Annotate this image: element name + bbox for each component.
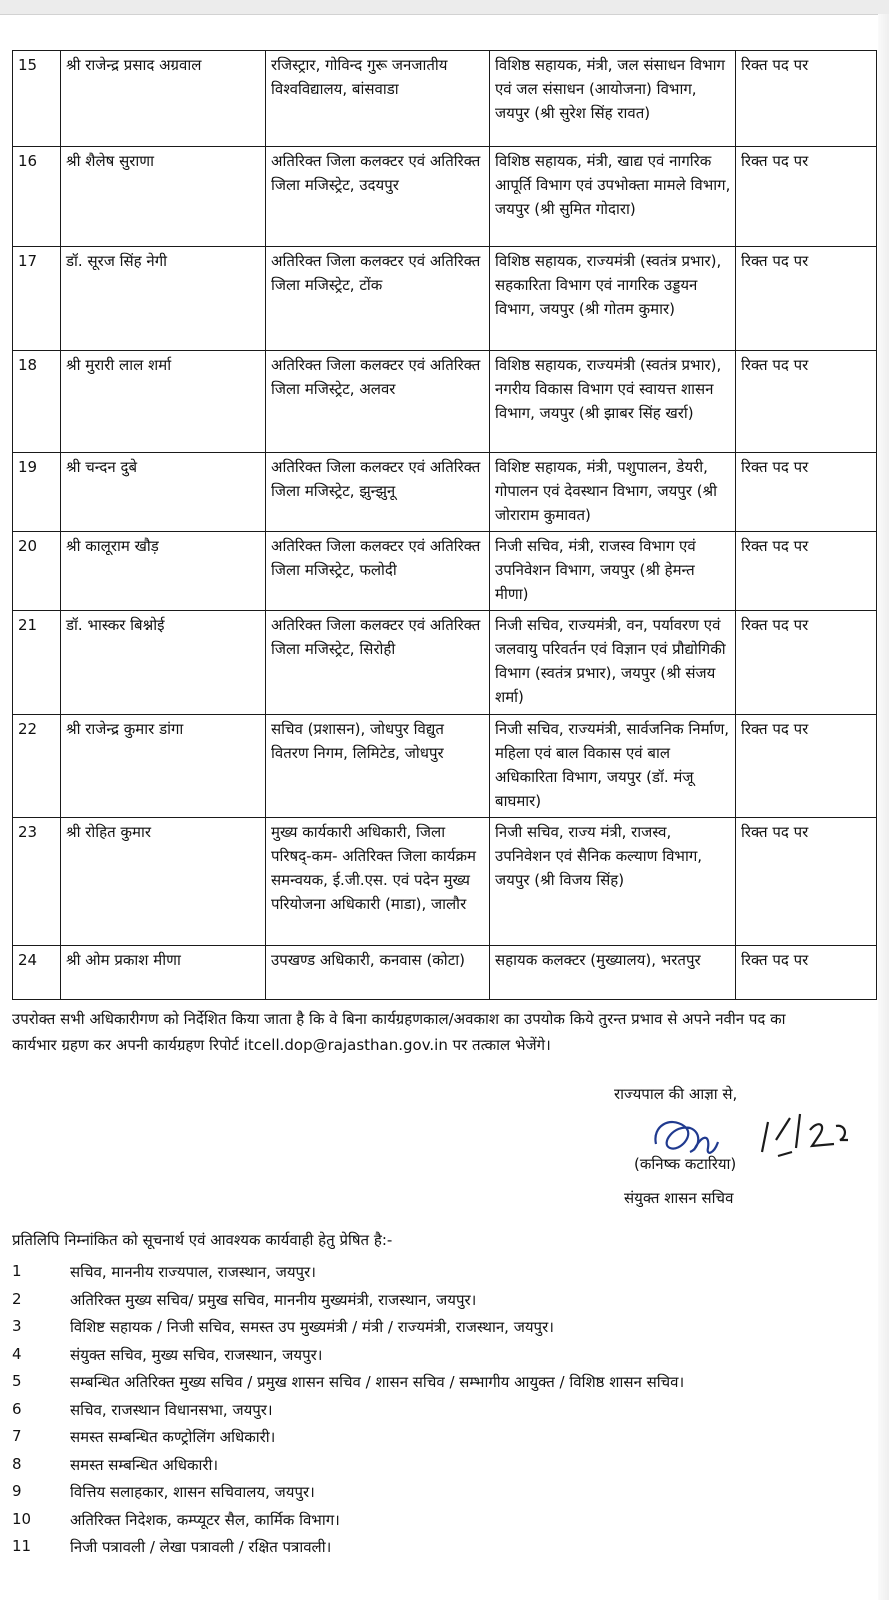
list-item (12, 1510, 684, 1538)
new-posting: निजी सचिव, मंत्री, राजस्व विभाग एवं उपनिवेशन विभाग, जयपुर (श्री हेमन्त मीणा) (490, 532, 736, 611)
officer-name: श्री मुरारी लाल शर्मा (61, 351, 266, 453)
current-post: अतिरिक्त जिला कलक्टर एवं अतिरिक्त जिला मजिस्ट्रेट, टोंक (266, 247, 490, 351)
officer-name: श्री कालूराम खौड़ (61, 532, 266, 611)
current-post: अतिरिक्त जिला कलक्टर एवं अतिरिक्त जिला मजिस्ट्रेट, सिरोही (266, 611, 490, 715)
list-item-text: निजी पत्रावली / लेखा पत्रावली / रक्षित पत्रावली। (70, 1538, 332, 1556)
viewer-top-bar (0, 0, 889, 15)
serial-number: 22 (13, 715, 61, 818)
new-posting: विशिष्ठ सहायक, राज्यमंत्री (स्वतंत्र प्रभार), नगरीय विकास विभाग एवं स्वायत्त शासन विभाग, जयपुर (श्री झाबर सिंह खर्रा) (490, 351, 736, 453)
remark: रिक्त पद पर (736, 453, 877, 532)
list-item-text: अतिरिक्त निदेशक, कम्प्यूटर सैल, कार्मिक विभाग। (70, 1510, 340, 1529)
remark: रिक्त पद पर (736, 611, 877, 715)
officer-name: श्री राजेन्द्र कुमार डांगा (61, 715, 266, 818)
remark: रिक्त पद पर (736, 147, 877, 247)
list-item (12, 1262, 684, 1290)
list-item-text: सचिव, राजस्थान विधानसभा, जयपुर। (70, 1400, 273, 1419)
instruction-line: उपरोक्त सभी अधिकारीगण को निर्देशित किया जाता है कि वे बिना कार्यग्रहणकाल/अवकाश का उपयोक किये तुरन्त प्रभाव से अपने नवीन पद का (12, 1010, 786, 1028)
list-item-text: अतिरिक्त मुख्य सचिव/ प्रमुख सचिव, माननीय मुख्यमंत्री, राजस्थान, जयपुर। (70, 1290, 477, 1309)
current-post: रजिस्ट्रार, गोविन्द गुरू जनजातीय विश्वविद्यालय, बांसवाडा (266, 51, 490, 147)
list-item (12, 1372, 684, 1400)
officer-name: श्री ओम प्रकाश मीणा (61, 946, 266, 1000)
officer-name: डॉ. सूरज सिंह नेगी (61, 247, 266, 351)
current-post: उपखण्ड अधिकारी, कनवास (कोटा) (266, 946, 490, 1000)
list-item-number: 9 (12, 1482, 22, 1500)
new-posting: विशिष्ट सहायक, मंत्री, पशुपालन, डेयरी, गोपालन एवं देवस्थान विभाग, जयपुर (श्री जोराराम कुमावत) (490, 453, 736, 532)
signatory-designation: संयुक्त शासन सचिव (624, 1189, 734, 1207)
list-item-number: 2 (12, 1289, 22, 1308)
table-row (13, 818, 877, 946)
table-row (13, 51, 877, 147)
table-row (13, 532, 877, 611)
serial-number: 17 (13, 247, 61, 351)
table-row (13, 147, 877, 247)
instruction-line: कार्यभार ग्रहण कर अपनी कार्यग्रहण रिपोर्ट itcell.dop@rajasthan.gov.in पर तत्काल भेजेंगे। (12, 1036, 551, 1054)
serial-number: 19 (13, 453, 61, 532)
list-item-text: संयुक्त सचिव, मुख्य सचिव, राजस्थान, जयपुर। (70, 1345, 323, 1364)
list-item (12, 1482, 684, 1510)
remark: रिक्त पद पर (736, 351, 877, 453)
table-row (13, 247, 877, 351)
new-posting: विशिष्ठ सहायक, मंत्री, जल संसाधन विभाग एवं जल संसाधन (आयोजना) विभाग, जयपुर (श्री सुरेश सिंह रावत) (490, 51, 736, 147)
list-item-text: सम्बन्धित अतिरिक्त मुख्य सचिव / प्रमुख शासन सचिव / शासन सचिव / सम्भागीय आयुक्त / विशिष्ठ शासन सचिव। (70, 1373, 685, 1391)
serial-number: 16 (13, 147, 61, 247)
list-item-number: 7 (12, 1427, 22, 1445)
serial-number: 18 (13, 351, 61, 453)
new-posting: निजी सचिव, राज्य मंत्री, राजस्व, उपनिवेशन एवं सैनिक कल्याण विभाग, जयपुर (श्री विजय सिंह) (490, 818, 736, 946)
list-item (12, 1427, 684, 1455)
serial-number: 20 (13, 532, 61, 611)
list-item-text: समस्त सम्बन्धित अधिकारी। (70, 1455, 219, 1474)
remark: रिक्त पद पर (736, 247, 877, 351)
officer-name: श्री राजेन्द्र प्रसाद अग्रवाल (61, 51, 266, 147)
list-item-number: 4 (12, 1344, 22, 1363)
officer-name: श्री चन्दन दुबे (61, 453, 266, 532)
copy-to-heading: प्रतिलिपि निम्नांकित को सूचनार्थ एवं आवश्यक कार्यवाही हेतु प्रेषित है:- (12, 1231, 393, 1249)
table-row (13, 351, 877, 453)
new-posting: निजी सचिव, राज्यमंत्री, सार्वजनिक निर्माण, महिला एवं बाल विकास एवं बाल अधिकारिता विभाग, जयपुर (डॉ. मंजू बाघमार) (490, 715, 736, 818)
new-posting: सहायक कलक्टर (मुख्यालय), भरतपुर (490, 946, 736, 1000)
table-row (13, 453, 877, 532)
list-item-text: वित्तिय सलाहकार, शासन सचिवालय, जयपुर। (70, 1483, 315, 1501)
current-post: अतिरिक्त जिला कलक्टर एवं अतिरिक्त जिला मजिस्ट्रेट, अलवर (266, 351, 490, 453)
list-item (12, 1290, 684, 1318)
remark: रिक्त पद पर (736, 51, 877, 147)
remark: रिक्त पद पर (736, 715, 877, 818)
page-edge-shadow (878, 14, 889, 1600)
remark: रिक्त पद पर (736, 818, 877, 946)
document-page (0, 14, 878, 1600)
table-row (13, 946, 877, 1000)
remark: रिक्त पद पर (736, 946, 877, 1000)
list-item (12, 1345, 684, 1373)
list-item-number: 1 (12, 1262, 22, 1280)
serial-number: 23 (13, 818, 61, 946)
signatory-name: (कनिष्क कटारिया) (634, 1155, 737, 1173)
list-item (12, 1537, 684, 1565)
serial-number: 21 (13, 611, 61, 715)
list-item (12, 1400, 684, 1428)
current-post: मुख्य कार्यकारी अधिकारी, जिला परिषद्-कम- अतिरिक्त जिला कार्यक्रम समन्वयक, ई.जी.एस. एवं पदेन मुख्य परियोजना अधिकारी (माडा), जालौर (266, 818, 490, 946)
list-item-text: विशिष्ट सहायक / निजी सचिव, समस्त उप मुख्यमंत्री / मंत्री / राज्यमंत्री, राजस्थान, जयपुर। (70, 1318, 554, 1336)
transfer-orders-table (12, 50, 877, 1000)
list-item-number: 6 (12, 1399, 22, 1418)
list-item (12, 1455, 684, 1483)
current-post: अतिरिक्त जिला कलक्टर एवं अतिरिक्त जिला मजिस्ट्रेट, उदयपुर (266, 147, 490, 247)
list-item-number: 3 (12, 1317, 22, 1335)
serial-number: 24 (13, 946, 61, 1000)
table-row (13, 715, 877, 818)
officer-name: श्री रोहित कुमार (61, 818, 266, 946)
new-posting: विशिष्ठ सहायक, राज्यमंत्री (स्वतंत्र प्रभार), सहकारिता विभाग एवं नागरिक उड्डयन विभाग, जयपुर (श्री गोतम कुमार) (490, 247, 736, 351)
list-item-number: 8 (12, 1454, 22, 1473)
officer-name: श्री शैलेष सुराणा (61, 147, 266, 247)
list-item-number: 10 (12, 1509, 32, 1528)
list-item-text: समस्त सम्बन्धित कण्ट्रोलिंग अधिकारी। (70, 1428, 276, 1446)
new-posting: निजी सचिव, राज्यमंत्री, वन, पर्यावरण एवं जलवायु परिवर्तन एवं विज्ञान एवं प्रौद्योगिकी विभाग (स्वतंत्र प्रभार), जयपुर (श्री संजय शर्मा) (490, 611, 736, 715)
new-posting: विशिष्ठ सहायक, मंत्री, खाद्य एवं नागरिक आपूर्ति विभाग एवं उपभोक्ता मामले विभाग, जयपुर (श्री सुमित गोदारा) (490, 147, 736, 247)
copy-distribution-list (12, 1262, 684, 1565)
serial-number: 15 (13, 51, 61, 147)
authority-line: राज्यपाल की आज्ञा से, (614, 1085, 738, 1103)
signature-block (560, 1074, 878, 1207)
current-post: अतिरिक्त जिला कलक्टर एवं अतिरिक्त जिला मजिस्ट्रेट, फलोदी (266, 532, 490, 611)
current-post: अतिरिक्त जिला कलक्टर एवं अतिरिक्त जिला मजिस्ट्रेट, झुन्झुनू (266, 453, 490, 532)
list-item-text: सचिव, माननीय राज्यपाल, राजस्थान, जयपुर। (70, 1263, 316, 1281)
instruction-paragraph (12, 1006, 878, 1058)
officer-name: डॉ. भास्कर बिश्नोई (61, 611, 266, 715)
current-post: सचिव (प्रशासन), जोधपुर विद्युत वितरण निगम, लिमिटेड, जोधपुर (266, 715, 490, 818)
list-item-number: 5 (12, 1372, 22, 1390)
table-row (13, 611, 877, 715)
list-item (12, 1317, 684, 1345)
list-item-number: 11 (12, 1537, 32, 1555)
remark: रिक्त पद पर (736, 532, 877, 611)
